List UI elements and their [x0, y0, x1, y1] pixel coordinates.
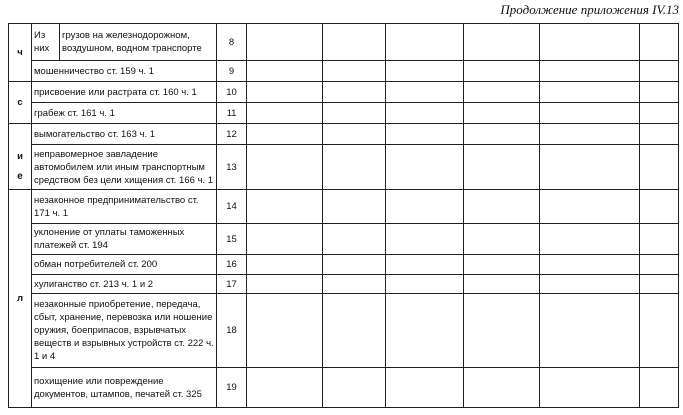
table-row [9, 190, 679, 224]
data-cell[interactable] [640, 24, 679, 61]
data-cell[interactable] [464, 145, 540, 190]
table-row [9, 294, 679, 368]
row-number: 9 [217, 61, 247, 82]
data-cell[interactable] [640, 145, 679, 190]
row-label: похищение или повреждение документов, штампов, печатей ст. 325 [32, 368, 217, 408]
data-cell[interactable] [386, 224, 464, 255]
data-cell[interactable] [540, 103, 640, 124]
table-row [9, 103, 679, 124]
data-cell[interactable] [247, 145, 323, 190]
table-row [9, 255, 679, 275]
side-letter: ч [9, 24, 32, 82]
data-cell[interactable] [247, 275, 323, 294]
data-cell[interactable] [540, 275, 640, 294]
data-cell[interactable] [323, 124, 386, 145]
row-number: 8 [217, 24, 247, 61]
data-cell[interactable] [640, 124, 679, 145]
data-cell[interactable] [247, 61, 323, 82]
data-cell[interactable] [540, 255, 640, 275]
side-letter: и [9, 124, 32, 190]
row-number: 19 [217, 368, 247, 408]
data-cell[interactable] [640, 255, 679, 275]
data-cell[interactable] [464, 103, 540, 124]
data-cell[interactable] [386, 24, 464, 61]
data-cell[interactable] [323, 103, 386, 124]
row-number: 10 [217, 82, 247, 103]
data-cell[interactable] [540, 190, 640, 224]
row-label: присвоение или растрата ст. 160 ч. 1 [32, 82, 217, 103]
data-cell[interactable] [323, 255, 386, 275]
data-cell[interactable] [540, 61, 640, 82]
row-label: грабеж ст. 161 ч. 1 [32, 103, 217, 124]
data-cell[interactable] [640, 190, 679, 224]
data-cell[interactable] [386, 61, 464, 82]
row-label: мошенничество ст. 159 ч. 1 [32, 61, 217, 82]
data-cell[interactable] [323, 275, 386, 294]
row-label: грузов на железнодорожном, воздушном, водном транспорте [60, 24, 217, 61]
data-cell[interactable] [386, 368, 464, 408]
table-row [9, 368, 679, 408]
data-cell[interactable] [247, 368, 323, 408]
data-cell[interactable] [464, 124, 540, 145]
row-number: 15 [217, 224, 247, 255]
data-cell[interactable] [640, 368, 679, 408]
row-sublabel: Из них [32, 24, 60, 61]
data-cell[interactable] [540, 368, 640, 408]
data-cell[interactable] [247, 124, 323, 145]
data-cell[interactable] [540, 24, 640, 61]
data-cell[interactable] [540, 124, 640, 145]
row-label: неправомерное завладение автомобилем или иным транспортным средством без цели хищения ст. 166 ч. 1 [32, 145, 217, 190]
data-cell[interactable] [540, 224, 640, 255]
data-cell[interactable] [247, 190, 323, 224]
data-cell[interactable] [464, 224, 540, 255]
row-number: 11 [217, 103, 247, 124]
data-cell[interactable] [247, 24, 323, 61]
data-cell[interactable] [386, 275, 464, 294]
table-row [9, 24, 679, 61]
statistics-table [8, 23, 679, 408]
table-row [9, 124, 679, 145]
data-cell[interactable] [386, 294, 464, 368]
data-cell[interactable] [323, 24, 386, 61]
data-cell[interactable] [247, 224, 323, 255]
data-cell[interactable] [386, 82, 464, 103]
data-cell[interactable] [540, 294, 640, 368]
data-cell[interactable] [323, 224, 386, 255]
data-cell[interactable] [464, 368, 540, 408]
data-cell[interactable] [464, 61, 540, 82]
table-row [9, 145, 679, 190]
data-cell[interactable] [247, 255, 323, 275]
row-label: вымогательство ст. 163 ч. 1 [32, 124, 217, 145]
row-label: уклонение от уплаты таможенных платежей ст. 194 [32, 224, 217, 255]
data-cell[interactable] [464, 190, 540, 224]
data-cell[interactable] [464, 82, 540, 103]
data-cell[interactable] [323, 82, 386, 103]
data-cell[interactable] [386, 190, 464, 224]
table-row [9, 61, 679, 82]
side-letter: е [17, 171, 23, 182]
row-number: 18 [217, 294, 247, 368]
data-cell[interactable] [386, 103, 464, 124]
data-cell[interactable] [386, 145, 464, 190]
data-cell[interactable] [640, 294, 679, 368]
side-letter: л [9, 190, 32, 408]
page-title: Продолжение приложения IV.13 [500, 2, 679, 17]
data-cell[interactable] [540, 145, 640, 190]
data-cell[interactable] [464, 294, 540, 368]
row-number: 14 [217, 190, 247, 224]
row-label: хулиганство ст. 213 ч. 1 и 2 [32, 275, 217, 294]
data-cell[interactable] [640, 275, 679, 294]
row-number: 16 [217, 255, 247, 275]
data-cell[interactable] [540, 82, 640, 103]
data-cell[interactable] [640, 61, 679, 82]
data-cell[interactable] [386, 124, 464, 145]
row-label: обман потребителей ст. 200 [32, 255, 217, 275]
data-cell[interactable] [247, 103, 323, 124]
row-label: незаконные приобретение, передача, сбыт, хранение, перевозка или ношение оружия, боеприпасов, взрывчатых веществ и взрывных устройств ст. 222 ч. 1 и 4 [32, 294, 217, 368]
data-cell[interactable] [323, 294, 386, 368]
data-cell[interactable] [464, 255, 540, 275]
table-row [9, 82, 679, 103]
data-cell[interactable] [323, 190, 386, 224]
data-cell[interactable] [386, 255, 464, 275]
row-number: 17 [217, 275, 247, 294]
table-row [9, 224, 679, 255]
row-label: незаконное предпринимательство ст. 171 ч. 1 [32, 190, 217, 224]
data-cell[interactable] [640, 224, 679, 255]
table-row [9, 275, 679, 294]
data-cell[interactable] [464, 24, 540, 61]
data-cell[interactable] [464, 275, 540, 294]
row-number: 13 [217, 145, 247, 190]
data-cell[interactable] [247, 82, 323, 103]
data-cell[interactable] [323, 61, 386, 82]
data-cell[interactable] [640, 103, 679, 124]
row-number: 12 [217, 124, 247, 145]
side-letter: с [9, 82, 32, 124]
data-cell[interactable] [323, 368, 386, 408]
data-cell[interactable] [323, 145, 386, 190]
data-cell[interactable] [640, 82, 679, 103]
data-cell[interactable] [247, 294, 323, 368]
